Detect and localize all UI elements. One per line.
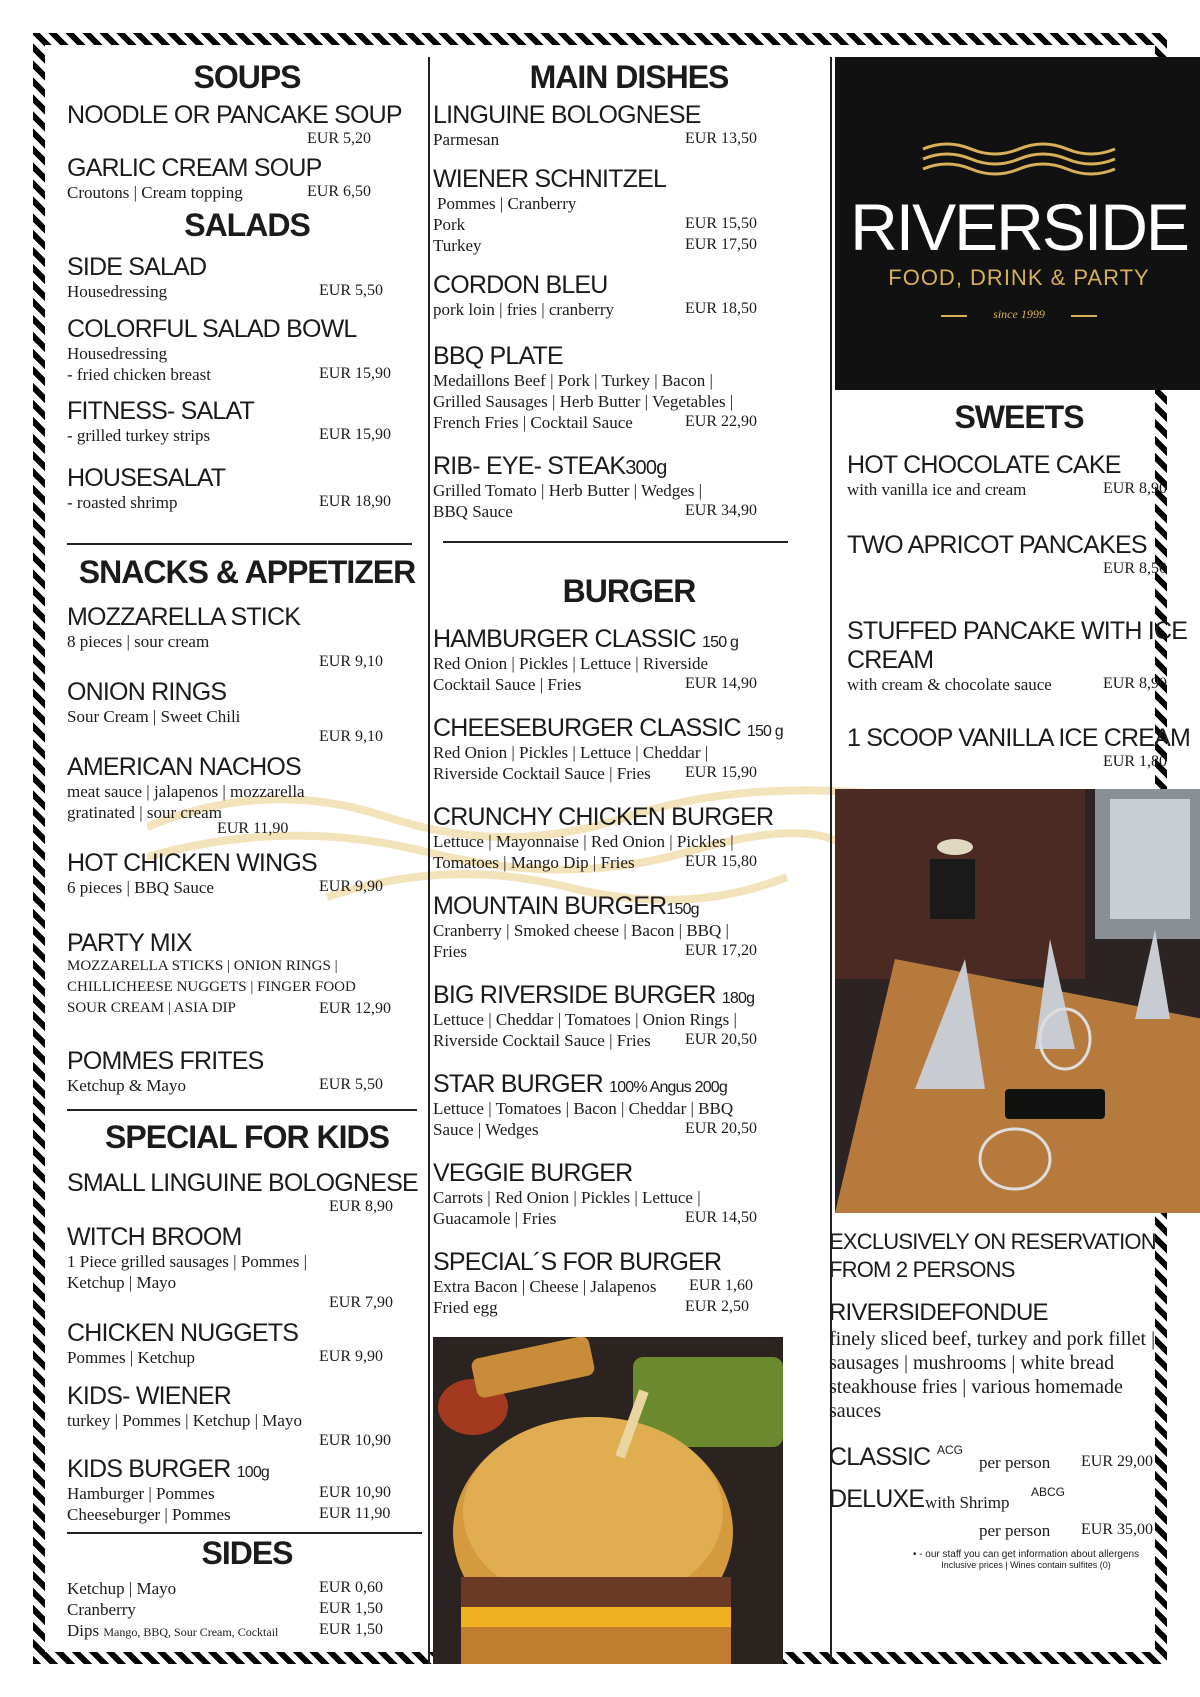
item-name: RIB- EYE- STEAK [433,452,626,480]
reservation-note: FROM 2 PERSONS [829,1257,1015,1282]
item-desc: MOZZARELLA STICKS | ONION RINGS | [67,958,338,974]
item-name: Cranberry [67,1600,136,1619]
menu-item [67,603,427,674]
item-price: EUR 7,90 [329,1294,393,1311]
item-desc: Pommes | Ketchup [67,1348,196,1367]
item-price: EUR 20,50 [685,1120,757,1137]
bullet-icon: • [912,1549,920,1560]
item-price: EUR 0,60 [319,1579,383,1596]
menu-frame [33,33,1191,1664]
item-price: EUR 14,50 [685,1209,757,1226]
item-desc: Riverside Cocktail Sauce | Fries [433,1031,651,1050]
item-desc: Croutons | Cream topping [67,183,243,202]
item-desc: French Fries | Cocktail Sauce [433,413,633,432]
price-note: Inclusive prices | Wines contain sulfites (0) [941,1560,1111,1570]
item-desc: Cheeseburger | Pommes [67,1505,231,1524]
item-name: AMERICAN NACHOS [67,753,301,781]
item-name: POMMES FRITES [67,1047,264,1075]
item-desc: Red Onion | Pickles | Lettuce | Cheddar | [433,743,709,762]
item-price: EUR 5,50 [319,282,383,299]
menu-item [67,1169,427,1219]
item-desc: Riverside Cocktail Sauce | Fries [433,764,651,783]
menu-item [847,724,1200,774]
item-name: VEGGIE BURGER [433,1159,633,1187]
item-desc: - roasted shrimp [67,493,178,512]
item-name: MOUNTAIN BURGER [433,892,667,920]
item-desc: Grilled Sausages | Herb Butter | Vegetables | [433,392,734,411]
item-price: EUR 1,50 [319,1621,383,1638]
item-option: Extra Bacon | Cheese | Jalapenos [433,1277,657,1296]
section-divider [67,543,412,545]
item-desc: 8 pieces | sour cream [67,632,210,651]
sides-heading: SIDES [201,1535,293,1571]
menu-item [433,1159,825,1230]
item-name: MOZZARELLA STICK [67,603,301,631]
item-desc: Ketchup & Mayo [67,1076,186,1095]
item-name: WITCH BROOM [67,1223,242,1251]
item-price: EUR 9,10 [319,653,383,670]
item-desc: Housedressing [67,344,168,363]
allergen-code: ABCG [1031,1485,1066,1499]
item-price: EUR 8,90 [1103,480,1167,497]
menu-item [433,803,825,874]
item-name: KIDS- WIENER [67,1382,232,1410]
column-middle [433,57,825,1640]
fondue-desc: sauces [829,1400,882,1422]
item-name: GARLIC CREAM SOUP [67,154,322,182]
item-name: HOUSESALAT [67,464,226,492]
item-desc: with vanilla ice and cream [847,480,1027,499]
column-right [829,57,1200,1640]
item-price: EUR 8,50 [1103,560,1167,577]
item-name: SPECIAL´S FOR BURGER [433,1248,722,1276]
item-price: EUR 11,90 [319,1505,391,1522]
item-option: with Shrimp [925,1493,1010,1512]
item-name: TWO APRICOT PANCAKES [847,531,1147,559]
item-desc: Cranberry | Smoked cheese | Bacon | BBQ | [433,921,729,940]
kids-heading: SPECIAL FOR KIDS [105,1119,389,1155]
reservation-note: EXCLUSIVELY ON RESERVATION [829,1229,1156,1254]
item-price: EUR 10,90 [319,1484,391,1501]
menu-item [67,101,427,151]
menu-item [847,531,1200,581]
item-desc: Sauce | Wedges [433,1120,539,1139]
item-desc: Hamburger | Pommes [67,1484,215,1503]
burger-photo [433,1337,783,1664]
brand-logo [835,57,1200,390]
menu-item [433,981,825,1052]
menu-item [433,452,825,523]
menu-item [67,1455,427,1526]
fondue-deluxe [829,1483,1200,1549]
item-desc: Parmesan [433,130,500,149]
item-price: EUR 18,90 [319,493,391,510]
item-desc: Lettuce | Mayonnaise | Red Onion | Pickles | [433,832,734,851]
menu-item [433,892,825,963]
item-name: STAR BURGER [433,1070,603,1098]
sides-list [67,1579,427,1642]
soups-heading: SOUPS [193,59,301,95]
menu-item [67,397,427,447]
item-price: EUR 2,50 [685,1298,749,1315]
menu-item [433,625,825,696]
item-name: WIENER SCHNITZEL [433,165,667,193]
item-price: EUR 1,80 [1103,753,1167,770]
menu-item [433,1248,825,1319]
item-name: CORDON BLEU [433,271,608,299]
item-price: EUR 8,90 [1103,675,1167,692]
item-price: EUR 9,90 [319,1348,383,1365]
allergen-note [829,1549,1200,1560]
column-left [67,57,427,1640]
item-name: BBQ PLATE [433,342,563,370]
item-price: EUR 15,90 [319,365,391,382]
item-desc: Grilled Tomato | Herb Butter | Wedges | [433,481,703,500]
menu-item [67,1382,427,1453]
item-name: NOODLE OR PANCAKE SOUP [67,101,402,129]
burger-heading: BURGER [562,573,696,609]
item-price: EUR 8,90 [329,1198,393,1215]
menu-item [67,678,427,749]
brand-since: since 1999 [993,307,1045,321]
menu-item [433,101,825,151]
item-price: EUR 35,00 [1081,1521,1153,1538]
item-desc: Guacamole | Fries [433,1209,557,1228]
salads-heading: SALADS [184,207,310,243]
item-desc: Pommes | Cranberry [437,194,577,213]
allergen-note-text: - our staff you can get information about allergens [919,1549,1140,1560]
item-price: EUR 15,80 [685,853,757,870]
item-option: Turkey [433,236,482,255]
item-price: EUR 6,50 [307,183,371,200]
item-name: CRUNCHY CHICKEN BURGER [433,803,774,831]
item-price: EUR 14,90 [685,675,757,692]
fondue-desc: steakhouse fries | various homemade [829,1376,1123,1398]
menu-item [847,451,1200,501]
fondue-classic [829,1439,1200,1483]
item-price: EUR 5,20 [307,130,371,147]
item-name: ONION RINGS [67,678,227,706]
item-name: SMALL LINGUINE BOLOGNESE [67,1169,418,1197]
item-desc: Carrots | Red Onion | Pickles | Lettuce | [433,1188,701,1207]
item-option: Fried egg [433,1298,498,1317]
section-divider [67,1532,422,1534]
fondue-desc: finely sliced beef, turkey and pork fillet | [829,1328,1156,1350]
menu-item [67,929,427,1021]
section-divider [443,541,788,543]
item-desc: CHILLICHEESE NUGGETS | FINGER FOOD [67,979,356,995]
menu-item [433,1070,825,1141]
item-desc: Medaillons Beef | Pork | Turkey | Bacon | [433,371,713,390]
item-price: EUR 29,00 [1081,1453,1153,1470]
column-divider-left [428,57,430,1664]
item-desc: - fried chicken breast [67,365,211,384]
item-weight: 150 g [702,634,739,651]
menu-item [433,271,825,321]
item-option: Pork [433,215,466,234]
item-name: HOT CHICKEN WINGS [67,849,317,877]
item-price: EUR 15,90 [685,764,757,781]
menu-item [67,464,427,514]
item-price: EUR 13,50 [685,130,757,147]
item-desc: Red Onion | Pickles | Lettuce | Riverside [433,654,709,673]
item-desc: - grilled turkey strips [67,426,211,445]
item-weight: 100g [236,1464,270,1481]
item-price: EUR 5,50 [319,1076,383,1093]
item-weight: 150g [666,901,699,918]
sweets-heading: SWEETS [954,399,1084,435]
item-name: CHEESEBURGER CLASSIC [433,714,741,742]
menu-item [433,165,825,257]
item-price: EUR 1,60 [689,1277,753,1294]
menu-item [67,1047,427,1097]
menu-item [67,315,427,386]
item-price: EUR 22,90 [685,413,757,430]
item-price: EUR 17,20 [685,942,757,959]
item-weight: 100% Angus 200g [609,1079,727,1096]
item-name: Dips [67,1621,100,1640]
menu-item [67,1319,427,1369]
item-price: EUR 15,50 [685,215,757,232]
wave-icon [921,139,1117,179]
menu-item [847,617,1200,696]
item-desc: with cream & chocolate sauce [847,675,1052,694]
item-desc: pork loin | fries | cranberry [433,300,614,319]
restaurant-photo [835,789,1200,1213]
mains-heading: MAIN DISHES [529,59,729,95]
item-name: SIDE SALAD [67,253,207,281]
item-price: EUR 20,50 [685,1031,757,1048]
item-name: DELUXE [829,1485,925,1513]
item-name: LINGUINE BOLOGNESE [433,101,701,129]
item-desc: Housedressing [67,282,168,301]
item-name: HOT CHOCOLATE CAKE [847,451,1121,479]
menu-item [67,1223,427,1315]
brand-tagline: FOOD, DRINK & PARTY [888,265,1150,290]
fondue-section [829,1229,1200,1570]
item-name: HAMBURGER CLASSIC [433,625,696,653]
item-name: FITNESS- SALAT [67,397,254,425]
item-price: EUR 9,10 [319,728,383,745]
item-weight: 180g [721,990,755,1007]
item-weight: 300g [625,457,667,479]
menu-item [67,154,427,204]
item-name: BIG RIVERSIDE BURGER [433,981,716,1009]
item-desc: 6 pieces | BBQ Sauce [67,878,214,897]
item-desc: 1 Piece grilled sausages | Pommes | [67,1252,308,1271]
item-price: EUR 18,50 [685,300,757,317]
item-desc: turkey | Pommes | Ketchup | Mayo [67,1411,302,1430]
item-name: CHICKEN NUGGETS [67,1319,299,1347]
fondue-name: RIVERSIDEFONDUE [829,1299,1048,1326]
menu-item [67,849,427,899]
item-name: CLASSIC [829,1443,931,1471]
brand-name: RIVERSIDE [850,190,1188,264]
item-price: EUR 12,90 [319,1000,391,1017]
item-name: STUFFED PANCAKE WITH ICE [847,617,1188,645]
item-desc: Lettuce | Cheddar | Tomatoes | Onion Rings | [433,1010,737,1029]
item-name: COLORFUL SALAD BOWL [67,315,357,343]
item-desc: BBQ Sauce [433,502,513,521]
item-desc: Lettuce | Tomatoes | Bacon | Cheddar | BBQ [433,1099,734,1118]
item-price: EUR 15,90 [319,426,391,443]
item-desc: meat sauce | jalapenos | mozzarella [67,782,305,801]
item-desc: Mango, BBQ, Sour Cream, Cocktail [103,1625,279,1639]
item-desc: Ketchup | Mayo [67,1273,177,1292]
item-price: EUR 34,90 [685,502,757,519]
item-name: CREAM [847,646,934,674]
item-price: EUR 9,90 [319,878,383,895]
allergen-code: ACG [937,1443,964,1457]
menu-item [433,342,825,434]
divider-line [1071,315,1097,317]
per-person-label: per person [979,1521,1051,1540]
item-desc: Tomatoes | Mango Dip | Fries [433,853,635,872]
menu-item [67,753,427,838]
item-price: EUR 10,90 [319,1432,391,1449]
menu-item [67,253,427,303]
menu-item [433,714,825,785]
snacks-heading: SNACKS & APPETIZER [78,554,416,590]
item-desc: Fries [433,942,467,961]
item-name: 1 SCOOP VANILLA ICE CREAM [847,724,1191,752]
item-price: EUR 11,90 [217,820,289,837]
item-name: PARTY MIX [67,929,192,957]
per-person-label: per person [979,1453,1051,1472]
item-desc: Cocktail Sauce | Fries [433,675,582,694]
fondue-desc: sausages | mushrooms | white bread [829,1352,1115,1374]
section-divider [67,1109,417,1111]
item-desc: gratinated | sour cream [67,803,222,822]
item-desc: Sour Cream | Sweet Chili [67,707,241,726]
item-price: EUR 1,50 [319,1600,383,1617]
item-price: EUR 17,50 [685,236,757,253]
item-name: KIDS BURGER [67,1455,231,1483]
item-desc: SOUR CREAM | ASIA DIP [67,1000,236,1016]
item-weight: 150 g [746,723,783,740]
item-name: Ketchup | Mayo [67,1579,177,1598]
